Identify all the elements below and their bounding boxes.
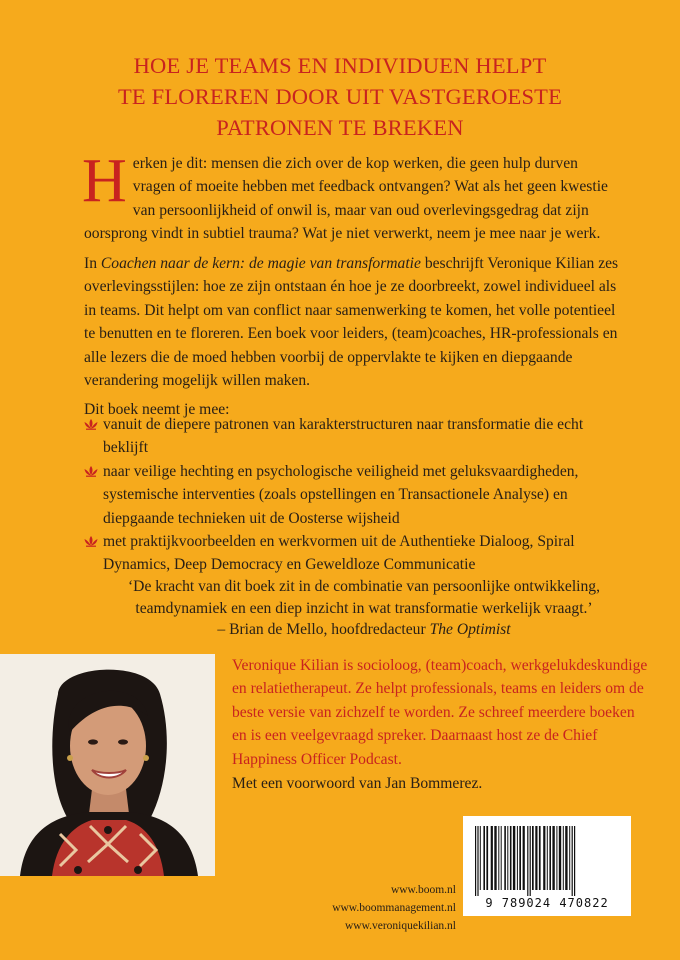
drop-cap: H <box>82 147 127 215</box>
barcode-bar <box>535 826 537 890</box>
intro-paragraph <box>82 147 624 246</box>
headline-line-3: PATRONEN TE BREKEN <box>216 115 464 140</box>
barcode-bar <box>539 826 541 890</box>
barcode-bar <box>517 826 518 890</box>
headline-line-2: TE FLOREREN DOOR UIT VASTGEROESTE <box>117 84 563 109</box>
website-link-boom[interactable]: www.boom.nl <box>390 884 456 896</box>
bullet-list <box>84 413 624 577</box>
barcode-bar <box>477 826 478 896</box>
barcode-bar <box>530 826 531 896</box>
barcode-bar <box>565 826 567 890</box>
barcode-bars <box>473 826 621 896</box>
quote-publication: The Optimist <box>429 621 511 638</box>
barcode-bar <box>513 826 515 890</box>
barcode-bar <box>510 826 512 890</box>
barcode-bar <box>569 826 570 890</box>
website-link-boommanagement[interactable]: www.boommanagement.nl <box>332 902 456 914</box>
barcode-bar <box>491 826 493 890</box>
barcode-bar <box>475 826 476 896</box>
lotus-icon <box>84 466 98 477</box>
list-item <box>84 460 624 530</box>
barcode-bar <box>507 826 508 890</box>
description-text: beschrijft Veronique Kilian zes overlevingsstijlen: hoe ze zijn ontstaan én hoe je ze doorbreekt, zowel individueel als in teams. Dit helpt om van conflict naar samenwerking te komen, het volle potentieel te benutten en te floreren. Een boek voor leiders, (team)coaches, HR-professionals en alle lezers die de moed hebben voorbij de oppervlakte te kijken en diepgaande verandering mogelijk willen maken. <box>84 255 619 390</box>
barcode-bar <box>552 826 554 890</box>
headline-line-1: HOE JE TEAMS EN INDIVIDUEN HELPT <box>133 53 547 78</box>
list-item-text: vanuit de diepere patronen van karakterstructuren naar transformatie die echt beklijft <box>103 416 584 457</box>
barcode-bar <box>556 826 557 890</box>
barcode-bar <box>486 826 488 890</box>
barcode-bar <box>572 826 573 896</box>
barcode-bar <box>494 826 496 890</box>
website-link-veroniquekilian[interactable]: www.veroniquekilian.nl <box>344 920 456 932</box>
barcode-bar <box>543 826 545 890</box>
description-prefix: In <box>84 255 101 272</box>
barcode-bar <box>532 826 534 890</box>
barcode-number: 9 789024 470822 <box>485 896 609 910</box>
list-item-text: naar veilige hechting en psychologische veiligheid met geluksvaardigheden, systemische interventies (zoals opstellingen en Transactionele Analyse) en diepgaande technieken uit de Oosterse wijsheid <box>103 462 579 527</box>
book-title: Coachen naar de kern: de magie van transformatie <box>100 255 421 272</box>
intro-text: erken je dit: mensen die zich over de kop werken, die geen hulp durven vragen of moeite hebben met feedback ontvangen? Wat als het geen kwestie van persoonlijkheid of onwil is, maar van oud overlevingsgedrag dat zijn oorsprong vindt in subtiel trauma? Wat je niet verwerkt, neem je mee naar je werk. <box>84 155 608 243</box>
website-list <box>260 881 456 935</box>
barcode-bar <box>523 826 525 890</box>
barcode-bar <box>498 826 499 890</box>
barcode-bar <box>480 826 481 890</box>
quote-text: ‘De kracht van dit boek zit in de combinatie van persoonlijke ontwikkeling, teamdynamiek en een diep inzicht in wat transformatie werkelijk vraagt.’ <box>127 578 600 617</box>
barcode-bar <box>549 826 551 890</box>
headline <box>60 50 620 143</box>
foreword-note: Met een voorwoord van Jan Bommerez. <box>232 775 483 792</box>
quote-attribution: – Brian de Mello, hoofdredacteur <box>217 621 430 638</box>
description-paragraph <box>84 252 624 392</box>
barcode-bar <box>574 826 575 896</box>
barcode-bar <box>527 826 528 896</box>
barcode-bar <box>504 826 506 890</box>
barcode <box>463 816 631 916</box>
author-photo <box>0 654 215 876</box>
barcode-bar <box>559 826 561 890</box>
endorsement-quote <box>84 576 644 641</box>
barcode-bar <box>519 826 521 890</box>
barcode-bar <box>547 826 548 890</box>
list-item <box>84 413 624 460</box>
barcode-bar <box>563 826 564 890</box>
lotus-icon <box>84 419 98 430</box>
author-portrait-illustration <box>0 654 215 876</box>
barcode-bar <box>501 826 502 890</box>
author-bio: Veronique Kilian is socioloog, (team)coach, werkgelukdeskundige en relatietherapeut. Ze helpt professionals, teams en leiders om de beste versie van zichzelf te worden. Ze schreef meerdere boeken en is een veelgevraagd spreker. Daarnaast host ze de Chief Happiness Officer Podcast. <box>232 657 648 768</box>
lotus-icon <box>84 536 98 547</box>
list-intro: Dit boek neemt je mee: <box>84 401 230 418</box>
barcode-bar <box>483 826 485 890</box>
list-item <box>84 530 624 577</box>
list-item-text: met praktijkvoorbeelden en werkvormen uit de Authentieke Dialoog, Spiral Dynamics, Deep Democracy en Geweldloze Communicatie <box>103 533 575 574</box>
